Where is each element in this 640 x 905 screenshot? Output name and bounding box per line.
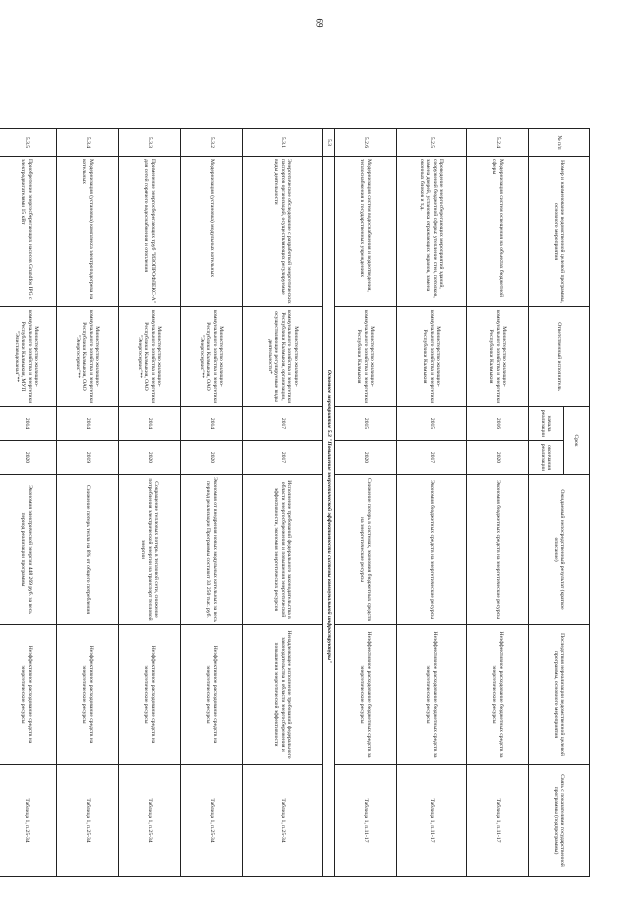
header-executor: Ответственный исполнитель: [529, 307, 590, 407]
table-row: [335, 129, 397, 877]
cell-consequences: Ненадлежащее исполнение требований федерального законодательства в области энергосбережения и повышения энергетической эффективности: [243, 625, 323, 765]
cell-end: 2020: [119, 441, 181, 475]
table-row: [119, 129, 181, 877]
cell-executor: Министерство жилищно-коммунального хозяйства и энергетики Республики Калмыкия: [467, 307, 529, 407]
section-row: [323, 129, 335, 877]
cell-num: 5.3.3: [119, 129, 181, 157]
cell-link: Таблица 1, п.25-34: [0, 765, 57, 877]
header-result: Ожидаемый непосредственный результат (краткое описание): [529, 475, 590, 625]
program-table: [0, 128, 590, 877]
cell-start: 2014: [0, 407, 57, 441]
cell-start: 2014: [181, 407, 243, 441]
cell-end: 2020: [335, 441, 397, 475]
table-row: [0, 129, 57, 877]
cell-name: Модернизация систем освещения на объектах бюджетной сферы: [467, 157, 529, 307]
cell-num: 5.2.4: [467, 129, 529, 157]
table-row: [467, 129, 529, 877]
cell-consequences: Неэффективное расходование средств на энергетические ресурсы: [119, 625, 181, 765]
cell-num: 5.3.4: [57, 129, 119, 157]
cell-end: 2017: [243, 441, 323, 475]
cell-executor: Министерство жилищно-коммунального хозяйства и энергетики Республики Калмыкия: [397, 307, 467, 407]
cell-start: 2014: [57, 407, 119, 441]
cell-consequences: Неэффективное расходование бюджетных средств за энергетические ресурсы: [335, 625, 397, 765]
cell-link: Таблица 1, п.11-17: [397, 765, 467, 877]
cell-end: 2020: [0, 441, 57, 475]
header-consequences: Последствия нереализации ведомственной целевой программы, основного мероприятия: [529, 625, 590, 765]
cell-start: 2016: [467, 407, 529, 441]
cell-executor: Министерство жилищно-коммунального хозяйства и энергетики Республики Калмыкия: [335, 307, 397, 407]
cell-result: Экономия бюджетных средств на энергетические ресурсы: [467, 475, 529, 625]
header-num: № п/п: [529, 129, 590, 157]
cell-executor: Министерство жилищно-коммунального хозяйства и энергетики Республики Калмыкия, МУП "Элиставодоканал"**: [0, 307, 57, 407]
cell-start: 2017: [243, 407, 323, 441]
cell-executor: Министерство жилищно-коммунального хозяйства и энергетики Республики Калмыкия, ОАО "Энергосервис"**: [119, 307, 181, 407]
cell-name: Проведение энергосберегающих мероприятий зданий, сооружений бюджетной сферы: утепление стен, потолков, замена дверей, установка отражающих экранов, замена оконных блоков и т.д.: [397, 157, 467, 307]
cell-end: 2019: [57, 441, 119, 475]
cell-consequences: Неэффективное расходование средств на энергетические ресурсы: [0, 625, 57, 765]
cell-consequences: Неэффективное расходование бюджетных средств за энергетические ресурсы: [467, 625, 529, 765]
table-row: [57, 129, 119, 877]
cell-end: 2020: [181, 441, 243, 475]
cell-num: 5.3.1: [243, 129, 323, 157]
cell-link: Таблица 1, п.25-34: [181, 765, 243, 877]
cell-name: Приобретение энергосберегающих насосов Grundfos IPG с электродвигателями 15 кВт: [0, 157, 57, 307]
cell-name: Модернизация (установка) комплекса электроподогрева на котельных: [57, 157, 119, 307]
table-row: [243, 129, 323, 877]
cell-result: Экономия от внедрения новых модульных котельных за весь период реализации Программы составит 33 250 тыс. руб.: [181, 475, 243, 625]
cell-link: Таблица 1, п.11-17: [335, 765, 397, 877]
document-sheet: [14, 128, 590, 876]
cell-consequences: Неэффективное расходование средств на энергетические ресурсы: [57, 625, 119, 765]
cell-result: Сокращение тепловых потерь в тепловой сети, снижение потребления электрической энергии на транспорт тепловой энергии: [119, 475, 181, 625]
table-row: [397, 129, 467, 877]
cell-link: Таблица 1, п.25-34: [243, 765, 323, 877]
cell-start: 2014: [119, 407, 181, 441]
rotated-table-wrapper: [14, 128, 590, 876]
cell-end: 2017: [397, 441, 467, 475]
cell-result: Снижение потерь тепла на 8% от общего потребления: [57, 475, 119, 625]
cell-link: Таблица 1, п.11-17: [467, 765, 529, 877]
cell-num: 5.3.5: [0, 129, 57, 157]
cell-name: Модернизация систем водоснабжения и водоотведения, теплоснабжения в государственных учреждениях: [335, 157, 397, 307]
cell-num: 5.2.5: [397, 129, 467, 157]
cell-start: 2015: [335, 407, 397, 441]
cell-result: Экономия электрической энергии 448 269 руб. за весь период реализации программы: [0, 475, 57, 625]
cell-consequences: Неэффективное расходование бюджетных средств за энергетические ресурсы: [397, 625, 467, 765]
section-num: 5.3: [323, 129, 335, 157]
cell-link: Таблица 1, п.25-34: [57, 765, 119, 877]
header-period: Срок: [563, 407, 589, 475]
cell-result: Исполнение требований федерального законодательства в области энергосбережения и повышения энергетической эффективности, экономия энергетических ресурсов: [243, 475, 323, 625]
cell-name: Энергетическое обследование с разработкой энергетических паспортов организаций, осуществляющих регулируемые виды деятельности: [243, 157, 323, 307]
cell-name: Модернизация (установка) модульных котельных: [181, 157, 243, 307]
cell-num: 5.2.6: [335, 129, 397, 157]
cell-executor: Министерство жилищно-коммунального хозяйства и энергетики Республики Калмыкия, ОАО "Энергосервис"**: [57, 307, 119, 407]
cell-link: Таблица 1, п.25-34: [119, 765, 181, 877]
cell-consequences: Неэффективное расходование средств на энергетические ресурсы: [181, 625, 243, 765]
cell-result: Снижение потерь в системах, экономия бюджетных средств на энергетические ресурсы: [335, 475, 397, 625]
header-end: окончания реализации: [529, 441, 564, 475]
cell-num: 5.3.2: [181, 129, 243, 157]
cell-executor: Министерство жилищно-коммунального хозяйства и энергетики Республики Калмыкия, организации, осуществляющие регулируемые виды деятельности*: [243, 307, 323, 407]
cell-start: 2015: [397, 407, 467, 441]
cell-executor: Министерство жилищно-коммунального хозяйства и энергетики Республики Калмыкия, ОАО "Энергосервис"**: [181, 307, 243, 407]
cell-result: Экономия бюджетных средств на энергетические ресурсы: [397, 475, 467, 625]
cell-name: Применение энергосберегающих труб "ИЗОПРОФЛЕКС-А" для сетей горячего водоснабжения и отопления: [119, 157, 181, 307]
header-start: начала реализации: [529, 407, 564, 441]
section-title: Основное мероприятие 5.3 "Повышение энергетической эффективности системы коммунальной инфраструктуры": [323, 157, 335, 877]
header-link: Связь с показателями государственной программы (подпрограммы): [529, 765, 590, 877]
table-row: [181, 129, 243, 877]
cell-end: 2020: [467, 441, 529, 475]
page-number: 69: [314, 18, 325, 28]
header-name: Номер и наименование ведомственной целевой программы, основного мероприятия: [529, 157, 590, 307]
